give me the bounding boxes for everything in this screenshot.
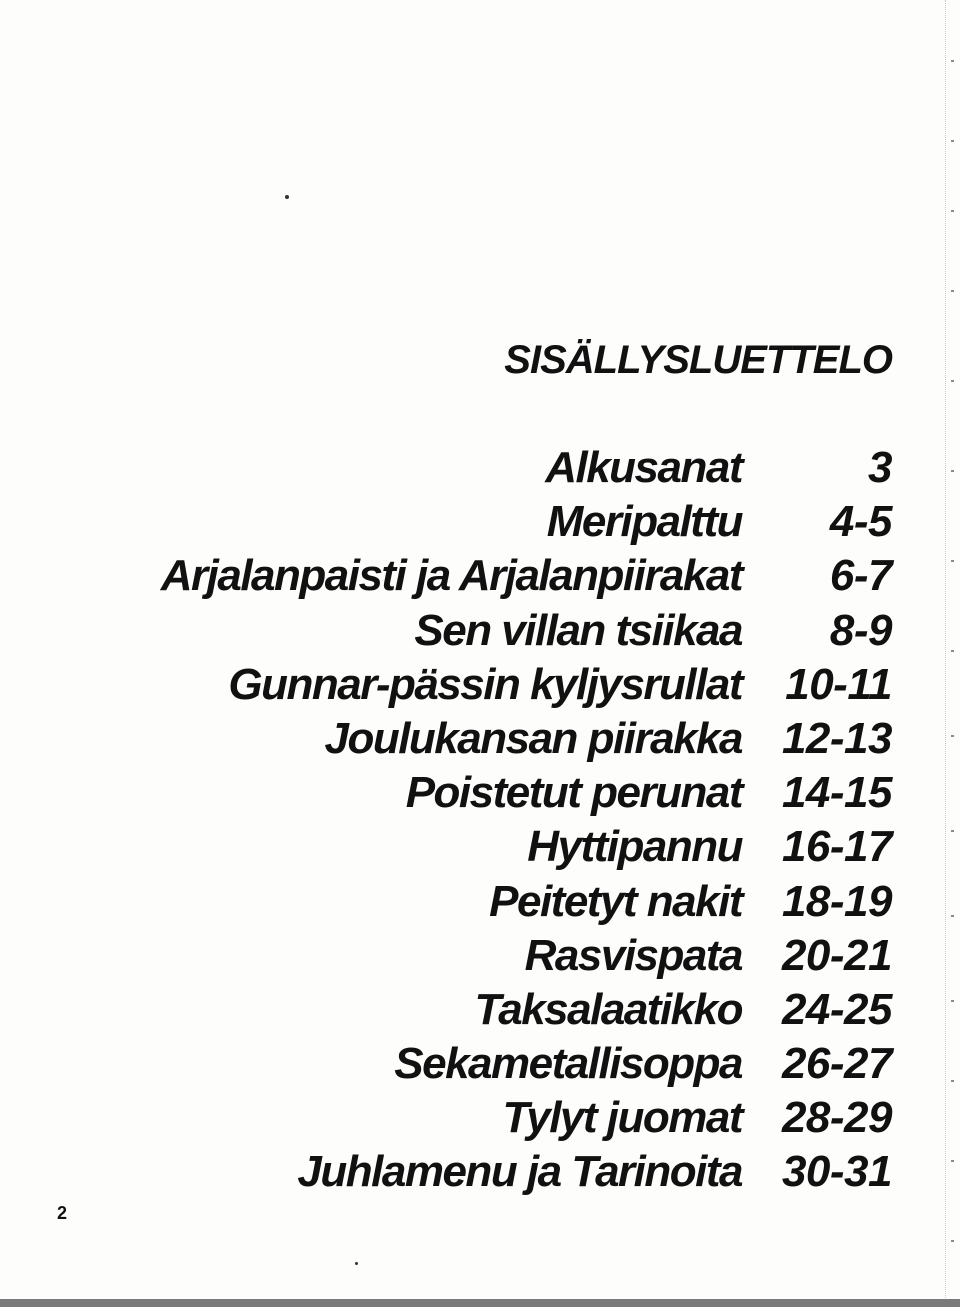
toc-entry-pages: 20-21 (781, 930, 892, 980)
toc-entry-title: Meripalttu (546, 497, 742, 547)
toc-entry-pages: 8-9 (829, 605, 892, 655)
table-of-contents (60, 441, 896, 1200)
binding-edge (945, 0, 960, 1300)
toc-entry-title: Sekametallisoppa (394, 1039, 742, 1089)
toc-entry-title: Tylyt juomat (502, 1093, 742, 1143)
toc-entry-title: Arjalanpaisti ja Arjalanpiirakat (160, 551, 742, 601)
toc-entry-pages: 12-13 (781, 713, 892, 763)
toc-entry-pages: 30-31 (781, 1147, 892, 1197)
paper-speck (355, 1262, 358, 1265)
toc-row (60, 929, 896, 983)
page-number: 2 (57, 1203, 68, 1223)
toc-row (60, 766, 896, 820)
toc-entry-title: Gunnar-pässin kyljysrullat (228, 659, 742, 709)
toc-row (60, 1145, 896, 1199)
scan-edge (0, 1299, 960, 1307)
toc-entry-title: Sen villan tsiikaa (414, 605, 742, 655)
toc-entry-pages: 28-29 (781, 1093, 892, 1143)
toc-row (60, 1037, 896, 1091)
toc-entry-title: Juhlamenu ja Tarinoita (297, 1147, 742, 1197)
toc-row (60, 549, 896, 603)
toc-entry-title: Joulukansan piirakka (324, 713, 742, 763)
toc-row (60, 875, 896, 929)
toc-entry-pages: 16-17 (781, 822, 892, 872)
toc-row (60, 495, 896, 549)
toc-entry-pages: 26-27 (781, 1039, 892, 1089)
toc-entry-pages: 10-11 (785, 659, 892, 709)
toc-entry-pages: 6-7 (829, 551, 892, 601)
toc-entry-title: Hyttipannu (527, 822, 742, 872)
toc-row (60, 658, 896, 712)
toc-row (60, 1091, 896, 1145)
toc-entry-title: Poistetut perunat (405, 768, 742, 818)
toc-entry-title: Rasvispata (524, 930, 742, 980)
toc-entry-title: Taksalaatikko (474, 984, 742, 1034)
toc-row (60, 983, 896, 1037)
toc-entry-title: Alkusanat (545, 443, 742, 492)
toc-row (60, 712, 896, 766)
page-title: SISÄLLYSLUETTELO (504, 338, 892, 382)
toc-entry-pages: 3 (868, 443, 892, 492)
toc-entry-pages: 24-25 (781, 984, 892, 1034)
toc-entry-title: Peitetyt nakit (489, 876, 742, 926)
toc-row (60, 820, 896, 874)
toc-row (60, 604, 896, 658)
toc-entry-pages: 18-19 (781, 876, 892, 926)
toc-entry-pages: 4-5 (829, 497, 892, 547)
toc-row (60, 441, 896, 495)
paper-speck (285, 195, 289, 199)
toc-entry-pages: 14-15 (781, 768, 892, 818)
